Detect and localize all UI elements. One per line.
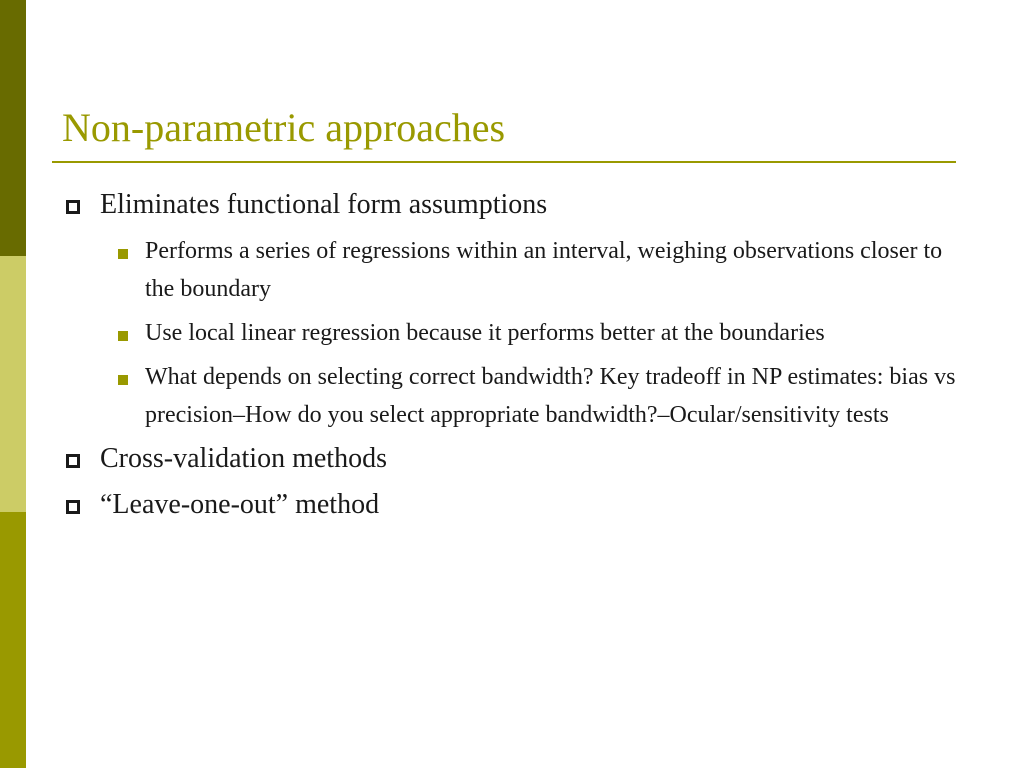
filled-square-icon — [118, 249, 128, 259]
side-bar-dark — [0, 0, 26, 256]
bullet-item — [62, 486, 962, 524]
title-underline — [52, 161, 956, 163]
hollow-square-icon — [66, 454, 80, 468]
bullet-text: “Leave-one-out” method — [100, 489, 380, 520]
filled-square-icon — [118, 331, 128, 341]
side-bar-olive — [0, 512, 26, 768]
bullet-item — [62, 186, 962, 224]
sub-bullet-text: Performs a series of regressions within an interval, weighing observations closer to the boundary — [145, 238, 943, 302]
bullet-text: Eliminates functional form assumptions — [100, 189, 548, 220]
sub-bullet-text: Use local linear regression because it performs better at the boundaries — [145, 320, 825, 346]
sub-bullet-item — [62, 232, 962, 308]
filled-square-icon — [118, 375, 128, 385]
sub-bullet-item — [62, 358, 962, 434]
hollow-square-icon — [66, 200, 80, 214]
slide-content — [62, 186, 962, 532]
sub-bullet-list — [62, 232, 962, 434]
sub-bullet-item — [62, 314, 962, 352]
bullet-item — [62, 440, 962, 478]
hollow-square-icon — [66, 500, 80, 514]
slide-title: Non-parametric approaches — [62, 105, 506, 150]
sub-bullet-text: What depends on selecting correct bandwidth? Key tradeoff in NP estimates: bias vs precision–How do you select appropriate bandwidth?–Ocular/sensitivity tests — [145, 364, 956, 428]
bullet-text: Cross-validation methods — [100, 443, 387, 474]
side-bar-light — [0, 256, 26, 512]
